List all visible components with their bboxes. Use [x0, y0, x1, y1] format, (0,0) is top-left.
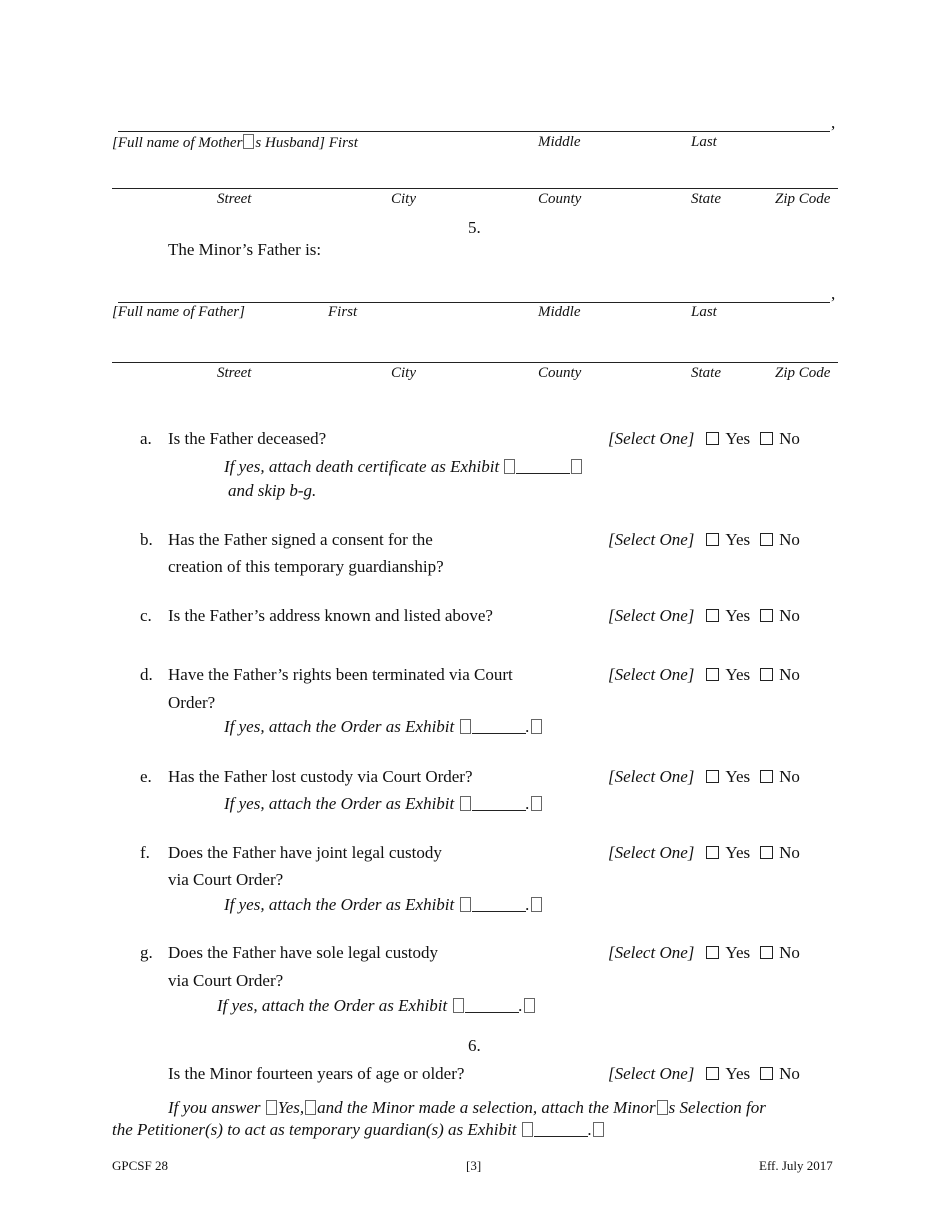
exhibit-blank[interactable]	[472, 719, 526, 734]
section-6-note-2: the Petitioner(s) to act as temporary guardian(s) as Exhibit .	[112, 1120, 605, 1140]
missing-glyph-icon	[305, 1100, 316, 1115]
section-5-number: 5.	[468, 218, 481, 237]
no-checkbox[interactable]	[760, 668, 773, 681]
no-checkbox[interactable]	[760, 946, 773, 959]
name-line-comma: ,	[831, 113, 836, 132]
father-address-line[interactable]	[112, 362, 838, 363]
mother-husband-name-line[interactable]	[118, 131, 830, 132]
no-checkbox[interactable]	[760, 533, 773, 546]
question-c-letter: c.	[140, 606, 152, 625]
question-f-text: Does the Father have joint legal custody	[168, 843, 442, 862]
yes-checkbox[interactable]	[706, 668, 719, 681]
question-g-letter: g.	[140, 943, 153, 962]
section-6-question: Is the Minor fourteen years of age or older?	[168, 1064, 465, 1083]
footer-page-number: [3]	[466, 1158, 482, 1173]
question-b-text-2: creation of this temporary guardianship?	[168, 557, 444, 576]
caption-street: Street	[217, 191, 252, 207]
question-b-select: [Select One] Yes No	[608, 530, 800, 549]
yes-checkbox[interactable]	[706, 609, 719, 622]
section-6-number: 6.	[468, 1036, 481, 1055]
missing-glyph-icon	[504, 459, 515, 474]
caption-state: State	[691, 365, 721, 381]
missing-glyph-icon	[460, 897, 471, 912]
footer-form-id: GPCSF 28	[112, 1158, 168, 1173]
no-checkbox[interactable]	[760, 609, 773, 622]
missing-glyph-icon	[243, 134, 254, 149]
missing-glyph-icon	[531, 796, 542, 811]
missing-glyph-icon	[593, 1122, 604, 1137]
missing-glyph-icon	[453, 998, 464, 1013]
father-name-line[interactable]	[118, 302, 830, 303]
question-a-note-2: and skip b-g.	[228, 481, 317, 500]
question-f-text-2: via Court Order?	[168, 870, 284, 889]
caption-state: State	[691, 191, 721, 207]
caption-last: Last	[691, 134, 717, 150]
question-e-note: If yes, attach the Order as Exhibit .	[224, 794, 543, 814]
question-d-letter: d.	[140, 665, 153, 684]
caption-county: County	[538, 191, 582, 207]
caption-father-name: [Full name of Father]	[112, 304, 245, 320]
question-b-letter: b.	[140, 530, 153, 549]
question-g-select: [Select One] Yes No	[608, 943, 800, 962]
caption-first: First	[328, 304, 358, 320]
no-checkbox[interactable]	[760, 846, 773, 859]
caption-city: City	[391, 365, 416, 381]
missing-glyph-icon	[657, 1100, 668, 1115]
caption-city: City	[391, 191, 416, 207]
missing-glyph-icon	[266, 1100, 277, 1115]
question-g-text-2: via Court Order?	[168, 971, 284, 990]
caption-county: County	[538, 365, 582, 381]
caption-mother-husband-name: [Full name of Mother s Husband] First	[112, 135, 358, 151]
exhibit-blank[interactable]	[472, 897, 526, 912]
question-f-letter: f.	[140, 843, 150, 862]
question-d-text-2: Order?	[168, 693, 216, 712]
yes-checkbox[interactable]	[706, 432, 719, 445]
no-checkbox[interactable]	[760, 432, 773, 445]
yes-checkbox[interactable]	[706, 533, 719, 546]
section-6-note: If you answer Yes, and the Minor made a selection, attach the Minor s Selection for	[168, 1098, 766, 1117]
caption-middle: Middle	[538, 134, 581, 150]
missing-glyph-icon	[531, 719, 542, 734]
exhibit-blank[interactable]	[465, 998, 519, 1013]
missing-glyph-icon	[460, 719, 471, 734]
section-6-select: [Select One] Yes No	[608, 1064, 800, 1083]
yes-checkbox[interactable]	[706, 846, 719, 859]
caption-street: Street	[217, 365, 252, 381]
no-checkbox[interactable]	[760, 770, 773, 783]
question-e-select: [Select One] Yes No	[608, 767, 800, 786]
yes-checkbox[interactable]	[706, 1067, 719, 1080]
no-checkbox[interactable]	[760, 1067, 773, 1080]
caption-last: Last	[691, 304, 717, 320]
mother-husband-address-line[interactable]	[112, 188, 838, 189]
section-5-heading: The Minor’s Father is:	[168, 240, 322, 259]
footer-effective-date: Eff. July 2017	[759, 1158, 833, 1173]
missing-glyph-icon	[531, 897, 542, 912]
caption-middle: Middle	[538, 304, 581, 320]
question-g-text: Does the Father have sole legal custody	[168, 943, 439, 962]
question-a-letter: a.	[140, 429, 152, 448]
question-f-note: If yes, attach the Order as Exhibit .	[224, 895, 543, 915]
yes-checkbox[interactable]	[706, 946, 719, 959]
question-b-text: Has the Father signed a consent for the	[168, 530, 433, 549]
yes-checkbox[interactable]	[706, 770, 719, 783]
question-c-select: [Select One] Yes No	[608, 606, 800, 625]
question-a-select: [Select One] Yes No	[608, 429, 800, 448]
caption-zip: Zip Code	[775, 191, 831, 207]
question-a-text: Is the Father deceased?	[168, 429, 327, 448]
missing-glyph-icon	[524, 998, 535, 1013]
question-c-text: Is the Father’s address known and listed above?	[168, 606, 493, 625]
question-d-select: [Select One] Yes No	[608, 665, 800, 684]
question-d-note: If yes, attach the Order as Exhibit .	[224, 717, 543, 737]
missing-glyph-icon	[571, 459, 582, 474]
question-e-letter: e.	[140, 767, 152, 786]
exhibit-blank[interactable]	[516, 459, 570, 474]
exhibit-blank[interactable]	[472, 796, 526, 811]
question-g-note: If yes, attach the Order as Exhibit .	[217, 996, 536, 1016]
name-line-comma: ,	[831, 284, 836, 303]
question-a-note: If yes, attach death certificate as Exhibit	[224, 457, 583, 477]
exhibit-blank[interactable]	[534, 1122, 588, 1137]
missing-glyph-icon	[522, 1122, 533, 1137]
question-f-select: [Select One] Yes No	[608, 843, 800, 862]
caption-zip: Zip Code	[775, 365, 831, 381]
missing-glyph-icon	[460, 796, 471, 811]
question-d-text: Have the Father’s rights been terminated via Court	[168, 665, 513, 684]
caption-first: First	[328, 135, 358, 151]
question-e-text: Has the Father lost custody via Court Order?	[168, 767, 473, 786]
